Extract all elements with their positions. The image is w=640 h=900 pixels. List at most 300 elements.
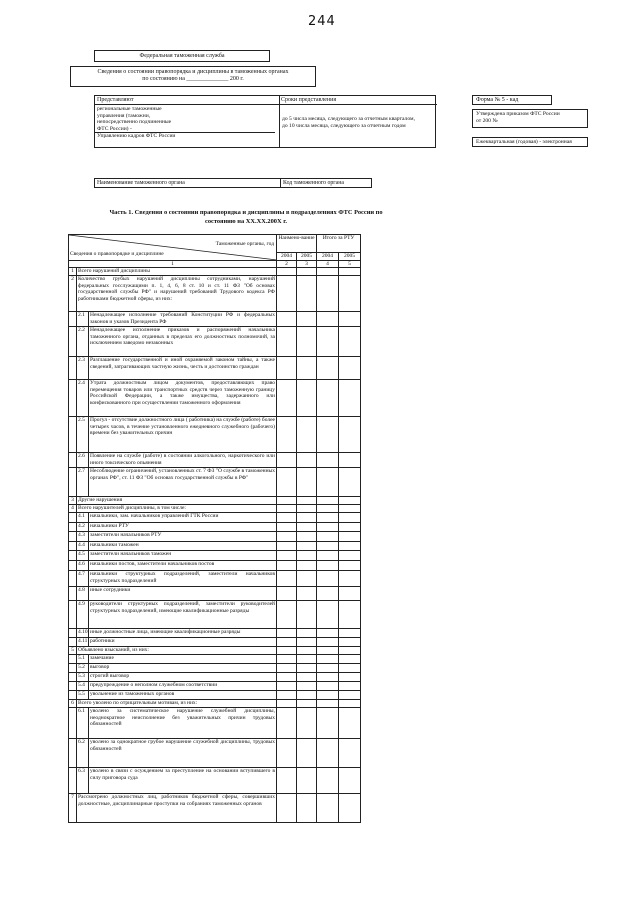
row-subnumber: 5.2 bbox=[77, 664, 89, 673]
row-subnumber: 4.5 bbox=[77, 551, 89, 561]
value-cell bbox=[317, 276, 339, 312]
value-cell bbox=[317, 768, 339, 794]
row-subnumber: 4.6 bbox=[77, 561, 89, 571]
value-cell bbox=[317, 497, 339, 505]
value-cell bbox=[339, 513, 361, 523]
value-cell bbox=[317, 513, 339, 523]
row-text: Разглашение государственной и иной охраняемой законом тайны, а также сведений, затрагивающих частную жизнь, честь и достоинство граждан bbox=[89, 357, 277, 380]
table-row bbox=[69, 682, 361, 691]
value-cell bbox=[297, 453, 317, 468]
submitter-line: ФТС России) - bbox=[97, 125, 132, 132]
value-cell bbox=[277, 601, 297, 629]
value-cell bbox=[339, 691, 361, 700]
value-cell bbox=[339, 708, 361, 739]
row-number-empty bbox=[69, 513, 77, 523]
value-cell bbox=[317, 417, 339, 453]
table-row bbox=[69, 276, 361, 312]
value-cell bbox=[277, 794, 297, 823]
row-number-empty bbox=[69, 708, 77, 739]
value-cell bbox=[277, 380, 297, 417]
value-cell bbox=[339, 417, 361, 453]
table-row bbox=[69, 551, 361, 561]
org-code-label: Код таможенного органа bbox=[283, 180, 344, 186]
row-number-empty bbox=[69, 587, 77, 601]
value-cell bbox=[297, 513, 317, 523]
value-cell bbox=[277, 708, 297, 739]
row-subnumber: 4.8 bbox=[77, 587, 89, 601]
row-subnumber: 4.4 bbox=[77, 542, 89, 551]
value-cell bbox=[277, 453, 297, 468]
year-cell: 2005 bbox=[339, 253, 361, 261]
table-header-corner bbox=[69, 235, 277, 261]
org-name-label: Наименование таможенного органа bbox=[95, 179, 281, 187]
row-number-empty bbox=[69, 561, 77, 571]
value-cell bbox=[297, 497, 317, 505]
row-number-empty bbox=[69, 380, 77, 417]
row-subnumber: 2.7 bbox=[77, 468, 89, 497]
row-number-empty bbox=[69, 532, 77, 542]
value-cell bbox=[339, 664, 361, 673]
row-text: начальники РТУ bbox=[89, 523, 277, 532]
row-text: замечание bbox=[89, 655, 277, 664]
table-row bbox=[69, 532, 361, 542]
table-row bbox=[69, 505, 361, 513]
row-text: руководители структурных подразделений, заместители руководителей структурных подразделений, имеющие квалификационные разряды bbox=[89, 601, 277, 629]
table-row bbox=[69, 739, 361, 768]
value-cell bbox=[297, 542, 317, 551]
deadlines-header: Сроки представления bbox=[279, 96, 437, 105]
row-number-empty bbox=[69, 571, 77, 587]
row-text: Объявлено взысканий, из них: bbox=[77, 647, 277, 655]
row-number-empty bbox=[69, 312, 77, 327]
table-row bbox=[69, 561, 361, 571]
part-title-line2: состоянию на ХХ.ХХ.200Х г. bbox=[204, 218, 287, 225]
col-number: 3 bbox=[297, 260, 317, 268]
value-cell bbox=[277, 523, 297, 532]
value-cell bbox=[339, 380, 361, 417]
table-row bbox=[69, 497, 361, 505]
row-number-empty bbox=[69, 691, 77, 700]
row-text: иные сотрудники bbox=[89, 587, 277, 601]
value-cell bbox=[277, 505, 297, 513]
value-cell bbox=[277, 513, 297, 523]
value-cell bbox=[297, 417, 317, 453]
value-cell bbox=[297, 655, 317, 664]
value-cell bbox=[339, 497, 361, 505]
value-cell bbox=[277, 497, 297, 505]
value-cell bbox=[339, 673, 361, 682]
form-number-box: Форма № 5 - кад bbox=[472, 95, 552, 105]
row-number-empty bbox=[69, 551, 77, 561]
value-cell bbox=[317, 571, 339, 587]
value-cell bbox=[339, 794, 361, 823]
row-number-empty bbox=[69, 664, 77, 673]
row-text: Количество грубых нарушений дисциплины сотрудниками, нарушений федеральных госслужащими п. 1, 4, 6, 8 ст. 10 и ст. 11 ФЗ "Об основах государственной службы РФ" и нарушений требований Трудового кодекса РФ работниками бюджетной сферы, из них: bbox=[77, 276, 277, 312]
row-text: начальники таможен bbox=[89, 542, 277, 551]
row-text: выговор bbox=[89, 664, 277, 673]
value-cell bbox=[317, 327, 339, 357]
value-cell bbox=[297, 561, 317, 571]
table-row bbox=[69, 691, 361, 700]
value-cell bbox=[339, 327, 361, 357]
row-subnumber: 4.7 bbox=[77, 571, 89, 587]
submitter-line: Управлению кадров ФТС России bbox=[95, 132, 275, 140]
row-subnumber: 2.2 bbox=[77, 327, 89, 357]
row-number-empty bbox=[69, 453, 77, 468]
value-cell bbox=[277, 571, 297, 587]
table-row bbox=[69, 664, 361, 673]
value-cell bbox=[339, 700, 361, 708]
row-subnumber: 4.10 bbox=[77, 629, 89, 638]
row-text: уволено в связи с осуждением за преступление на основании вступившего в силу приговора суда bbox=[89, 768, 277, 794]
value-cell bbox=[297, 268, 317, 276]
row-text: Всего нарушителей дисциплины, в том числе: bbox=[77, 505, 277, 513]
value-cell bbox=[339, 647, 361, 655]
row-text: Всего нарушений дисциплины bbox=[77, 268, 277, 276]
value-cell bbox=[277, 638, 297, 647]
value-cell bbox=[317, 673, 339, 682]
table-row bbox=[69, 312, 361, 327]
value-cell bbox=[339, 542, 361, 551]
table-row bbox=[69, 468, 361, 497]
value-cell bbox=[297, 312, 317, 327]
value-cell bbox=[339, 357, 361, 380]
value-cell bbox=[297, 638, 317, 647]
value-cell bbox=[297, 276, 317, 312]
row-subnumber: 6.3 bbox=[77, 768, 89, 794]
value-cell bbox=[277, 532, 297, 542]
row-number-empty bbox=[69, 673, 77, 682]
row-number-empty bbox=[69, 417, 77, 453]
table-row bbox=[69, 768, 361, 794]
deadlines-list bbox=[282, 116, 436, 129]
table-row bbox=[69, 700, 361, 708]
row-subnumber: 2.1 bbox=[77, 312, 89, 327]
value-cell bbox=[297, 327, 317, 357]
row-subnumber: 4.11 bbox=[77, 638, 89, 647]
value-cell bbox=[339, 551, 361, 561]
value-cell bbox=[297, 700, 317, 708]
value-cell bbox=[339, 587, 361, 601]
row-text: Несоблюдение ограничений, установленных ст. 7 ФЗ "О службе в таможенных органах РФ", ст. 11 ФЗ "Об основах государственной службы в РФ" bbox=[89, 468, 277, 497]
discipline-table bbox=[68, 234, 361, 823]
value-cell bbox=[277, 561, 297, 571]
value-cell bbox=[317, 587, 339, 601]
value-cell bbox=[317, 542, 339, 551]
value-cell bbox=[277, 551, 297, 561]
value-cell bbox=[317, 682, 339, 691]
row-text: иные должностные лица, имеющие квалификационные разряды bbox=[89, 629, 277, 638]
row-text: заместители начальников таможен bbox=[89, 551, 277, 561]
row-number-empty bbox=[69, 327, 77, 357]
value-cell bbox=[297, 587, 317, 601]
value-cell bbox=[297, 708, 317, 739]
row-text: предупреждение о неполном служебном соответствии bbox=[89, 682, 277, 691]
value-cell bbox=[277, 417, 297, 453]
row-text: начальники, зам. начальников управлений ГТК России bbox=[89, 513, 277, 523]
row-number: 1 bbox=[69, 268, 77, 276]
row-number: 5 bbox=[69, 647, 77, 655]
row-number: 3 bbox=[69, 497, 77, 505]
header-total: Итого за РТУ bbox=[317, 235, 361, 253]
row-text: Ненадлежащее исполнение требований Конституции РФ и федеральных законов и указов Президента РФ bbox=[90, 312, 275, 325]
value-cell bbox=[339, 276, 361, 312]
row-text: строгий выговор bbox=[89, 673, 277, 682]
value-cell bbox=[277, 587, 297, 601]
value-cell bbox=[317, 453, 339, 468]
org-box bbox=[94, 178, 372, 188]
row-subnumber: 4.2 bbox=[77, 523, 89, 532]
row-subnumber: 5.3 bbox=[77, 673, 89, 682]
row-number-empty bbox=[69, 638, 77, 647]
value-cell bbox=[339, 571, 361, 587]
value-cell bbox=[297, 673, 317, 682]
value-cell bbox=[277, 357, 297, 380]
value-cell bbox=[339, 601, 361, 629]
value-cell bbox=[339, 629, 361, 638]
value-cell bbox=[297, 768, 317, 794]
approval-box bbox=[472, 109, 588, 128]
submitters-column bbox=[95, 96, 280, 147]
value-cell bbox=[339, 682, 361, 691]
value-cell bbox=[339, 268, 361, 276]
approval-line2: от 200 № bbox=[476, 118, 498, 124]
row-text: Прогул - отсутствие должностного лица ( работника) на службе (работе) более четырех часов, в течение установленного ежедневного служебного (рабочего) времени без уважительных причин bbox=[89, 417, 277, 453]
value-cell bbox=[339, 561, 361, 571]
value-cell bbox=[297, 468, 317, 497]
row-number: 7 bbox=[69, 794, 77, 823]
row-number-empty bbox=[69, 601, 77, 629]
value-cell bbox=[277, 700, 297, 708]
submitter-line: региональные таможенные bbox=[97, 106, 162, 112]
value-cell bbox=[297, 629, 317, 638]
value-cell bbox=[339, 523, 361, 532]
report-title-line1: Сведения о состоянии правопорядка и дисциплины в таможенных органах bbox=[97, 69, 289, 75]
submitter-line: управления (таможни, bbox=[97, 112, 151, 119]
row-subnumber: 4.9 bbox=[77, 601, 89, 629]
table-row bbox=[69, 794, 361, 823]
header-info: Сведения о правопорядке и дисциплине bbox=[70, 251, 164, 257]
col-number: 4 bbox=[317, 260, 339, 268]
agency-box: Федеральная таможенная служба bbox=[94, 50, 270, 62]
value-cell bbox=[297, 505, 317, 513]
value-cell bbox=[297, 532, 317, 542]
row-text: начальники структурных подразделений, заместители начальников структурных подразделений bbox=[89, 571, 277, 587]
row-subnumber: 2.6 bbox=[77, 453, 89, 468]
value-cell bbox=[297, 682, 317, 691]
row-number: 2 bbox=[69, 276, 77, 312]
table-row bbox=[69, 629, 361, 638]
row-number: 6 bbox=[69, 700, 77, 708]
value-cell bbox=[317, 629, 339, 638]
part-title bbox=[76, 208, 416, 226]
col-number: 5 bbox=[339, 260, 361, 268]
table-row bbox=[69, 417, 361, 453]
value-cell bbox=[317, 638, 339, 647]
col-number: 2 bbox=[277, 260, 297, 268]
row-number-empty bbox=[69, 629, 77, 638]
table-row bbox=[69, 647, 361, 655]
value-cell bbox=[277, 647, 297, 655]
header-named: Наимено-вание bbox=[277, 235, 317, 253]
value-cell bbox=[297, 380, 317, 417]
row-subnumber: 5.5 bbox=[77, 691, 89, 700]
value-cell bbox=[297, 691, 317, 700]
value-cell bbox=[317, 561, 339, 571]
value-cell bbox=[317, 312, 339, 327]
row-subnumber: 5.4 bbox=[77, 682, 89, 691]
table-row bbox=[69, 638, 361, 647]
value-cell bbox=[297, 357, 317, 380]
row-number-empty bbox=[69, 768, 77, 794]
value-cell bbox=[297, 523, 317, 532]
value-cell bbox=[277, 542, 297, 551]
year-cell: 2004 bbox=[317, 253, 339, 261]
table-row bbox=[69, 523, 361, 532]
table-row bbox=[69, 587, 361, 601]
value-cell bbox=[317, 794, 339, 823]
value-cell bbox=[277, 312, 297, 327]
value-cell bbox=[339, 655, 361, 664]
row-subnumber: 5.1 bbox=[77, 655, 89, 664]
value-cell bbox=[317, 523, 339, 532]
value-cell bbox=[277, 691, 297, 700]
row-text: заместители начальников РТУ bbox=[89, 532, 277, 542]
col-number: 1 bbox=[69, 260, 277, 268]
value-cell bbox=[317, 357, 339, 380]
row-number-empty bbox=[69, 523, 77, 532]
row-subnumber: 4.3 bbox=[77, 532, 89, 542]
value-cell bbox=[339, 739, 361, 768]
value-cell bbox=[339, 532, 361, 542]
frequency-box: Ежеквартальная (годовая) - электронная bbox=[472, 137, 588, 147]
submitter-line: непосредственно подчиненные bbox=[97, 119, 172, 126]
row-number: 4 bbox=[69, 505, 77, 513]
value-cell bbox=[317, 551, 339, 561]
table-row bbox=[69, 571, 361, 587]
row-subnumber: 2.3 bbox=[77, 357, 89, 380]
value-cell bbox=[277, 768, 297, 794]
value-cell bbox=[317, 601, 339, 629]
value-cell bbox=[277, 327, 297, 357]
row-subnumber: 6.2 bbox=[77, 739, 89, 768]
table-row bbox=[69, 380, 361, 417]
approval-line1: Утверждена приказом ФТС России bbox=[476, 111, 560, 117]
value-cell bbox=[297, 551, 317, 561]
value-cell bbox=[297, 601, 317, 629]
row-text: работники bbox=[89, 638, 277, 647]
value-cell bbox=[277, 673, 297, 682]
row-number-empty bbox=[69, 739, 77, 768]
table-row bbox=[69, 268, 361, 276]
row-subnumber: 4.1 bbox=[77, 513, 89, 523]
value-cell bbox=[317, 700, 339, 708]
table-row bbox=[69, 673, 361, 682]
value-cell bbox=[277, 276, 297, 312]
row-number-empty bbox=[69, 655, 77, 664]
row-text: Появление на службе (работе) в состоянии алкогольного, наркотического или иного токсического опьянения bbox=[90, 453, 275, 466]
page-number: 244 bbox=[308, 14, 336, 29]
value-cell bbox=[277, 629, 297, 638]
table-row bbox=[69, 542, 361, 551]
value-cell bbox=[317, 647, 339, 655]
report-title-line2: по состоянию на ______________ 200 г. bbox=[142, 76, 244, 82]
value-cell bbox=[277, 682, 297, 691]
table-body bbox=[69, 268, 361, 823]
value-cell bbox=[339, 505, 361, 513]
year-cell: 2004 bbox=[277, 253, 297, 261]
value-cell bbox=[317, 691, 339, 700]
submitters-list bbox=[97, 106, 275, 140]
row-number-empty bbox=[69, 542, 77, 551]
value-cell bbox=[277, 739, 297, 768]
row-subnumber: 6.1 bbox=[77, 708, 89, 739]
value-cell bbox=[297, 794, 317, 823]
table-row bbox=[69, 601, 361, 629]
value-cell bbox=[317, 468, 339, 497]
row-text: Ненадлежащее исполнение приказов и распоряжений начальника таможенного органа, отданных в пределах его должностных полномочий, за исключением заведомо незаконных bbox=[89, 327, 277, 357]
value-cell bbox=[339, 638, 361, 647]
row-text: уволено за систематическое нарушение служебной дисциплины, неоднократное неисполнение без уважительных причин трудовых обязанностей bbox=[89, 708, 277, 739]
value-cell bbox=[277, 468, 297, 497]
table-row bbox=[69, 453, 361, 468]
row-text: уволено за однократное грубое нарушение служебной дисциплины, трудовых обязанностей bbox=[89, 739, 277, 768]
value-cell bbox=[339, 468, 361, 497]
value-cell bbox=[317, 505, 339, 513]
value-cell bbox=[317, 655, 339, 664]
row-subnumber: 2.4 bbox=[77, 380, 89, 417]
value-cell bbox=[317, 532, 339, 542]
value-cell bbox=[339, 312, 361, 327]
table-row bbox=[69, 357, 361, 380]
table-row bbox=[69, 655, 361, 664]
value-cell bbox=[297, 739, 317, 768]
table-row bbox=[69, 513, 361, 523]
row-text: Всего уволено по отрицательным мотивам, из них: bbox=[77, 700, 277, 708]
value-cell bbox=[317, 739, 339, 768]
header-customs: Таможенные органы, год bbox=[215, 241, 274, 247]
value-cell bbox=[297, 647, 317, 655]
value-cell bbox=[317, 380, 339, 417]
value-cell bbox=[317, 664, 339, 673]
row-text: увольнение из таможенных органов bbox=[89, 691, 277, 700]
value-cell bbox=[277, 655, 297, 664]
row-text: Утрата должностным лицом документов, предоставляющих право перемещения товаров или транспортных средств через таможенную границу Российской Федерации, а также имущества, задержанного или конфискованного при осуществлении таможенного оформления bbox=[89, 380, 277, 417]
value-cell bbox=[317, 268, 339, 276]
row-number-empty bbox=[69, 682, 77, 691]
deadline-line: до 5 числа месяца, следующего за отчетным кварталом, bbox=[282, 116, 415, 122]
row-number-empty bbox=[69, 357, 77, 380]
table-row bbox=[69, 708, 361, 739]
value-cell bbox=[297, 571, 317, 587]
value-cell bbox=[297, 664, 317, 673]
year-cell: 2005 bbox=[297, 253, 317, 261]
value-cell bbox=[339, 768, 361, 794]
submitters-header: Представляют bbox=[95, 96, 279, 105]
row-subnumber: 2.5 bbox=[77, 417, 89, 453]
table-row bbox=[69, 327, 361, 357]
row-text: начальники постов, заместители начальников постов bbox=[89, 561, 277, 571]
submitters-box bbox=[94, 95, 436, 148]
value-cell bbox=[277, 664, 297, 673]
value-cell bbox=[339, 453, 361, 468]
deadline-line: до 10 числа месяца, следующего за отчетным годом bbox=[282, 122, 406, 129]
row-text: Другие нарушения bbox=[77, 497, 277, 505]
report-title-box bbox=[70, 66, 316, 87]
row-text: Рассмотрено должностных лиц, работников бюджетной сферы, совершивших должностные, дисциплинарные проступки на собраниях таможенных органов bbox=[77, 794, 277, 823]
value-cell bbox=[317, 708, 339, 739]
value-cell bbox=[277, 268, 297, 276]
